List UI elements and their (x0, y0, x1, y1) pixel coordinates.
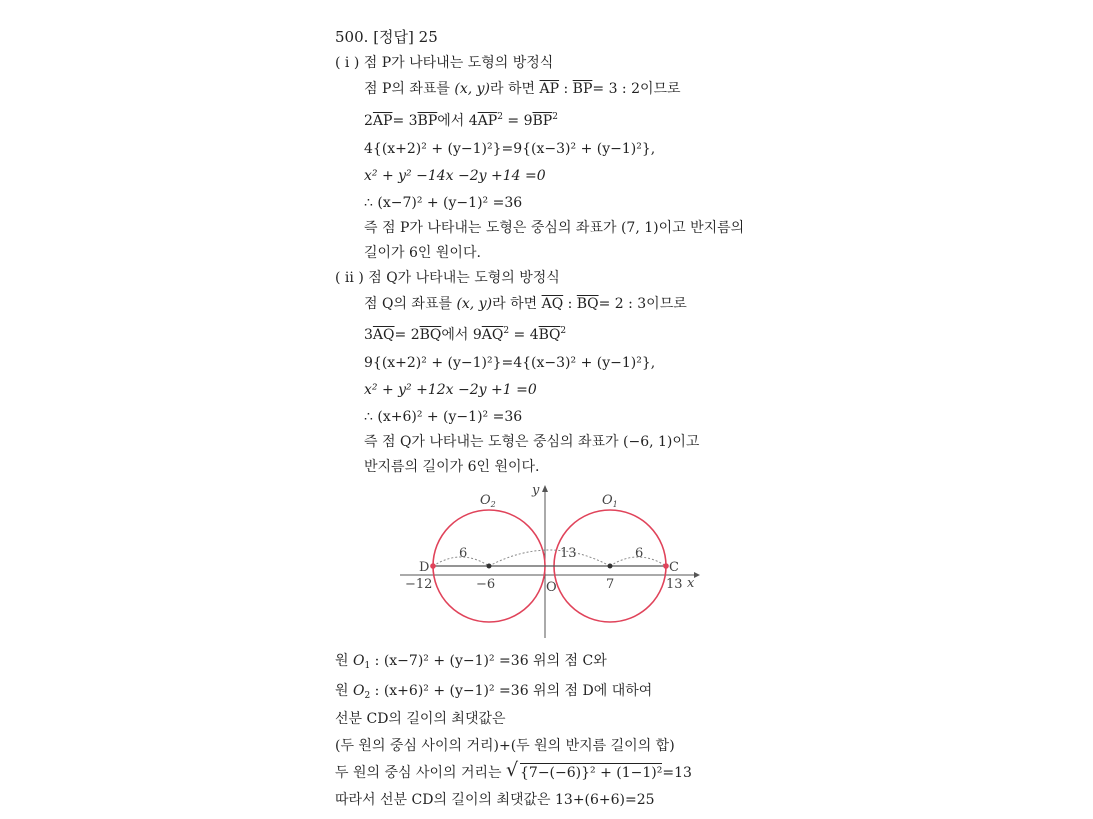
coord: (x, y) (454, 81, 491, 97)
segment-aq: $\overline{AQ}$ (372, 327, 395, 343)
tick-7: 7 (606, 577, 615, 592)
dist-right-label: 6 (635, 546, 644, 561)
bottom-line2 (335, 682, 652, 700)
dist-mid-label: 13 (560, 546, 577, 561)
circle-name: O (352, 683, 365, 699)
y-axis-arrow (542, 485, 548, 492)
text: = 3 (392, 113, 418, 129)
case2-line1 (364, 295, 687, 313)
segment-ap: $\overline{AP}$ (477, 113, 498, 129)
case1-title (335, 54, 553, 72)
text: = 3 : 2이므로 (592, 81, 681, 97)
segment-ap: $\overline{AP}$ (539, 81, 560, 97)
coord: (x, y) (456, 296, 493, 312)
case1-conclusion-1: 즉 점 P가 나타내는 도형은 중심의 좌표가 (7, 1)이고 반지름의 (364, 220, 745, 236)
segment-bp: $\overline{BP}$ (417, 113, 438, 129)
text: = 9 (502, 113, 533, 129)
segment-bp: $\overline{BP}$ (572, 81, 593, 97)
text: : (x+6)² + (y−1)² =36 위의 점 D에 대하여 (370, 683, 653, 699)
bottom-line6: 따라서 선분 CD의 길이의 최댓값은 13+(6+6)=25 (335, 792, 655, 808)
point-d-dot (430, 563, 436, 569)
text: : (x−7)² + (y−1)² =36 위의 점 C와 (370, 653, 607, 669)
subscript: 2 (364, 691, 371, 701)
case2-conclusion-2: 반지름의 길이가 6인 원이다. (364, 459, 540, 475)
segment-bq: $\overline{BQ}$ (538, 327, 561, 343)
text: 에서 9 (441, 327, 482, 343)
circle-o2-label: $O_2$ (480, 493, 496, 509)
text: : (559, 81, 573, 97)
tick-minus-6: −6 (476, 577, 496, 592)
radicand: {7−(−6)}² + (1−1)² (520, 765, 663, 781)
dist-left-label: 6 (459, 546, 468, 561)
case1-eq1: 4{(x+2)² + (y−1)²}=9{(x−3)² + (y−1)²}, (364, 141, 656, 157)
text: 원 (335, 653, 353, 669)
bottom-line5 (335, 759, 692, 782)
case2-line2: $3\overline{AQ}= 2\overline{BQ}$에서 $9\overline{AQ}^2 = 4\overline{BQ}^2$ (364, 326, 567, 343)
case2-tag: ( ii ) (335, 270, 364, 286)
point-c-dot (663, 563, 669, 569)
circle-o1-label: $O_1$ (602, 493, 618, 509)
text: 라 하면 (492, 296, 542, 312)
x-axis-arrow (694, 572, 700, 578)
y-axis-label: y (532, 483, 540, 498)
segment-bq: $\overline{BQ}$ (576, 296, 599, 312)
answer-value: 25 (418, 28, 438, 46)
bottom-line3: 선분 CD의 길이의 최댓값은 (335, 711, 506, 727)
text: 원 (335, 683, 353, 699)
bottom-line1 (335, 652, 607, 670)
answer-label: [정답] (373, 28, 414, 46)
case2-title (335, 269, 560, 287)
segment-bp: $\overline{BP}$ (532, 113, 553, 129)
text: 라 하면 (490, 81, 540, 97)
answer-header (335, 28, 438, 46)
tick-minus-12: −12 (405, 577, 433, 592)
square-root: √ {7−(−6)}² + (1−1)² (506, 759, 663, 781)
bottom-line4: (두 원의 중심 사이의 거리)+(두 원의 반지름 길이의 합) (335, 738, 675, 754)
circle-name: O (352, 653, 365, 669)
text: 3 (364, 327, 373, 343)
x-axis-label: x (687, 576, 695, 591)
case1-line2: $2\overline{AP}= 3\overline{BP}$에서 $4\overline{AP}^2 = 9\overline{BP}^2$ (364, 112, 558, 129)
tick-13: 13 (666, 577, 683, 592)
case2-eq3: ∴ (x+6)² + (y−1)² =36 (364, 409, 523, 425)
case1-line1 (364, 80, 681, 98)
circles-figure (400, 480, 700, 640)
arc-center-distance (489, 550, 610, 566)
origin-label: O (546, 580, 557, 595)
segment-ap: $\overline{AP}$ (372, 113, 393, 129)
case2-title-text: 점 Q가 나타내는 도형의 방정식 (368, 270, 560, 286)
subscript: 1 (364, 661, 371, 671)
text: 에서 4 (437, 113, 478, 129)
segment-aq: $\overline{AQ}$ (481, 327, 504, 343)
text: 두 원의 중심 사이의 거리는 (335, 765, 507, 781)
text: 점 P의 좌표를 (364, 81, 455, 97)
text: 점 Q의 좌표를 (364, 296, 457, 312)
text: =13 (662, 765, 692, 781)
text: : (563, 296, 577, 312)
center-o2-dot (487, 564, 492, 569)
point-d-label: D (419, 560, 430, 575)
text: = 2 (394, 327, 420, 343)
text: = 4 (509, 327, 539, 343)
case2-eq1: 9{(x+2)² + (y−1)²}=4{(x−3)² + (y−1)²}, (364, 355, 656, 371)
problem-number: 500. (335, 28, 369, 46)
case2-eq2: x² + y² +12x −2y +1 =0 (364, 382, 537, 398)
case2-conclusion-1: 즉 점 Q가 나타내는 도형은 중심의 좌표가 (−6, 1)이고 (364, 434, 700, 450)
text: = 2 : 3이므로 (598, 296, 687, 312)
case1-eq2: x² + y² −14x −2y +14 =0 (364, 168, 546, 184)
segment-bq: $\overline{BQ}$ (419, 327, 442, 343)
segment-aq: $\overline{AQ}$ (541, 296, 564, 312)
text: 2 (364, 113, 373, 129)
point-c-label: C (669, 560, 679, 575)
case1-eq3: ∴ (x−7)² + (y−1)² =36 (364, 195, 523, 211)
case1-conclusion-2: 길이가 6인 원이다. (364, 245, 481, 261)
case1-title-text: 점 P가 나타내는 도형의 방정식 (363, 55, 554, 71)
case1-tag: ( i ) (335, 55, 360, 71)
center-o1-dot (608, 564, 613, 569)
